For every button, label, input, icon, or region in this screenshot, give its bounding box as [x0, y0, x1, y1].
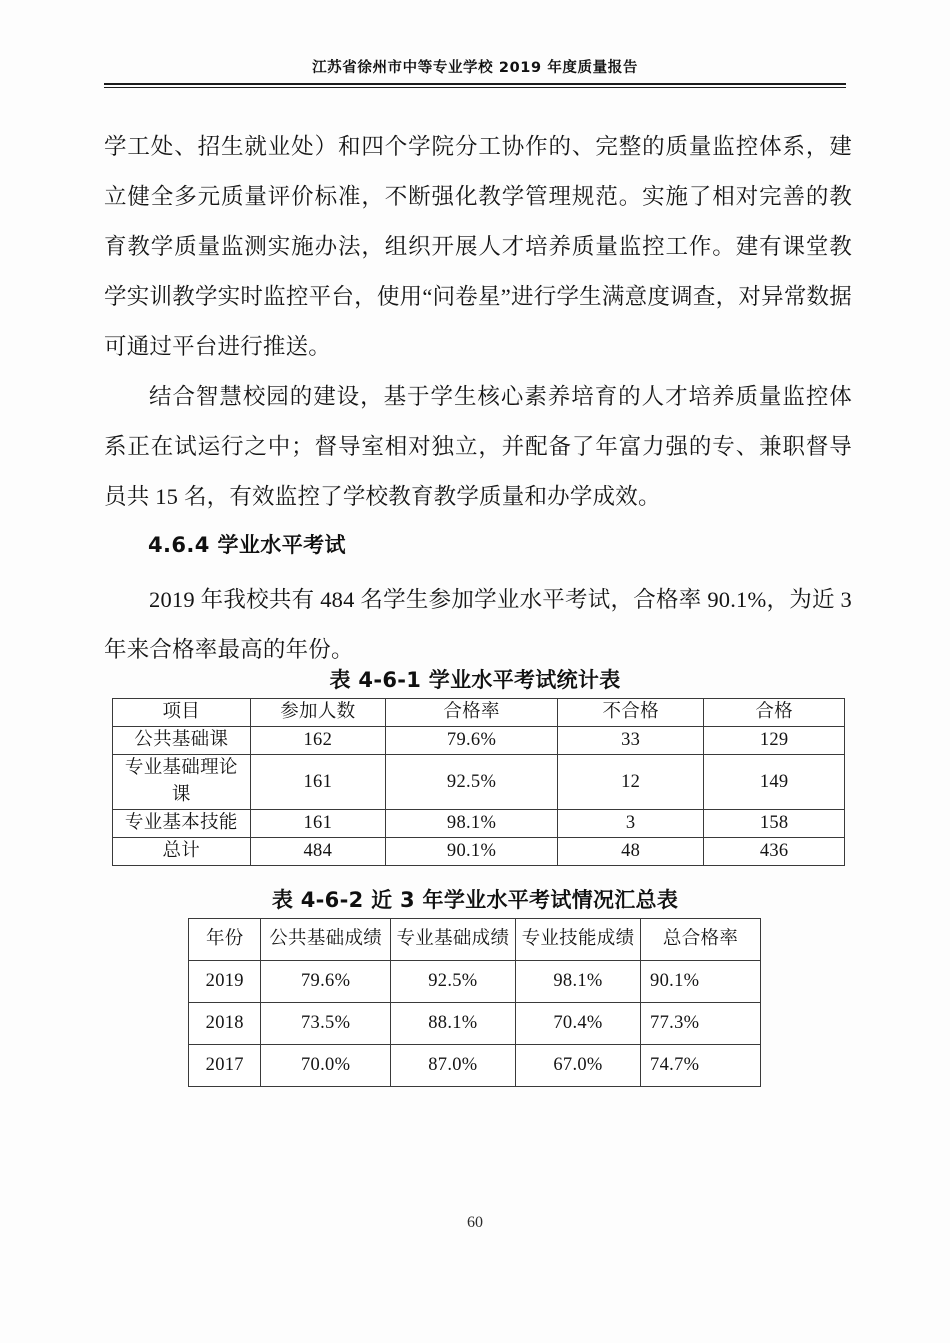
- cell-count: 161: [250, 810, 385, 838]
- paragraph-exam-summary: 2019 年我校共有 484 名学生参加学业水平考试，合格率 90.1%，为近 3 年来合格率最高的年份。: [104, 587, 852, 662]
- table-row: [189, 1003, 761, 1045]
- column-header-pass-rate: 合格率: [386, 699, 558, 727]
- column-header-major-base: 专业基础成绩: [390, 919, 515, 961]
- column-header-fail: 不合格: [558, 699, 704, 727]
- table-caption-462: 表 4-6-2 近 3 年学业水平考试情况汇总表: [271, 888, 679, 912]
- table-header-row: [113, 699, 845, 727]
- cell-pass-rate: 90.1%: [386, 838, 558, 866]
- body-text-block: [104, 122, 852, 522]
- cell-fail: 33: [558, 727, 704, 755]
- table-row-total: [113, 838, 845, 866]
- table-461: [112, 698, 845, 866]
- table-row: [113, 727, 845, 755]
- cell-pass: 158: [704, 810, 845, 838]
- table-row: [113, 755, 845, 810]
- header-divider: [104, 83, 846, 88]
- cell-item: 专业基本技能: [113, 810, 251, 838]
- column-header-item: 项目: [113, 699, 251, 727]
- section-heading-464: 4.6.4 学业水平考试: [148, 533, 346, 557]
- cell-major-skill: 98.1%: [515, 961, 640, 1003]
- cell-pass-rate: 98.1%: [386, 810, 558, 838]
- cell-major-skill: 70.4%: [515, 1003, 640, 1045]
- cell-fail: 3: [558, 810, 704, 838]
- page-number: 60: [467, 1214, 483, 1231]
- table-row: [113, 810, 845, 838]
- cell-fail: 12: [558, 755, 704, 810]
- cell-pass: 129: [704, 727, 845, 755]
- cell-count: 484: [250, 838, 385, 866]
- cell-public-base: 73.5%: [261, 1003, 390, 1045]
- column-header-public-base: 公共基础成绩: [261, 919, 390, 961]
- cell-major-base: 88.1%: [390, 1003, 515, 1045]
- cell-pass-rate: 79.6%: [386, 727, 558, 755]
- cell-count: 161: [250, 755, 385, 810]
- cell-item: 专业基础理论课: [113, 755, 251, 810]
- column-header-major-skill: 专业技能成绩: [515, 919, 640, 961]
- table-row: [189, 961, 761, 1003]
- cell-total-rate: 77.3%: [641, 1003, 761, 1045]
- cell-item: 总计: [113, 838, 251, 866]
- cell-total-rate: 74.7%: [641, 1045, 761, 1087]
- cell-pass-rate: 92.5%: [386, 755, 558, 810]
- column-header-count: 参加人数: [250, 699, 385, 727]
- column-header-year: 年份: [189, 919, 261, 961]
- section-body-block: [104, 575, 852, 675]
- cell-year: 2017: [189, 1045, 261, 1087]
- paragraph-quality-monitoring: 结合智慧校园的建设，基于学生核心素养培育的人才培养质量监控体系正在试运行之中；督导室相对独立，并配备了年富力强的专、兼职督导员共 15 名，有效监控了学校教育教学质量和办学成效。: [104, 384, 852, 509]
- cell-year: 2019: [189, 961, 261, 1003]
- cell-pass: 149: [704, 755, 845, 810]
- cell-count: 162: [250, 727, 385, 755]
- running-header: [104, 60, 846, 88]
- cell-item: 公共基础课: [113, 727, 251, 755]
- cell-public-base: 79.6%: [261, 961, 390, 1003]
- cell-major-base: 87.0%: [390, 1045, 515, 1087]
- column-header-total-rate: 总合格率: [641, 919, 761, 961]
- cell-public-base: 70.0%: [261, 1045, 390, 1087]
- cell-fail: 48: [558, 838, 704, 866]
- table-caption-461: 表 4-6-1 学业水平考试统计表: [329, 668, 621, 692]
- cell-year: 2018: [189, 1003, 261, 1045]
- paragraph-continuation: 学工处、招生就业处）和四个学院分工协作的、完整的质量监控体系，建立健全多元质量评价标准，不断强化教学管理规范。实施了相对完善的教育教学质量监测实施办法，组织开展人才培养质量监控工作。建有课堂教学实训教学实时监控平台，使用“问卷星”进行学生满意度调查，对异常数据可通过平台进行推送。: [104, 134, 852, 359]
- cell-major-base: 92.5%: [390, 961, 515, 1003]
- table-462: [188, 918, 761, 1087]
- column-header-pass: 合格: [704, 699, 845, 727]
- header-title: 江苏省徐州市中等专业学校 2019 年度质量报告: [312, 60, 638, 76]
- table-header-row: [189, 919, 761, 961]
- table-row: [189, 1045, 761, 1087]
- cell-major-skill: 67.0%: [515, 1045, 640, 1087]
- cell-pass: 436: [704, 838, 845, 866]
- cell-total-rate: 90.1%: [641, 961, 761, 1003]
